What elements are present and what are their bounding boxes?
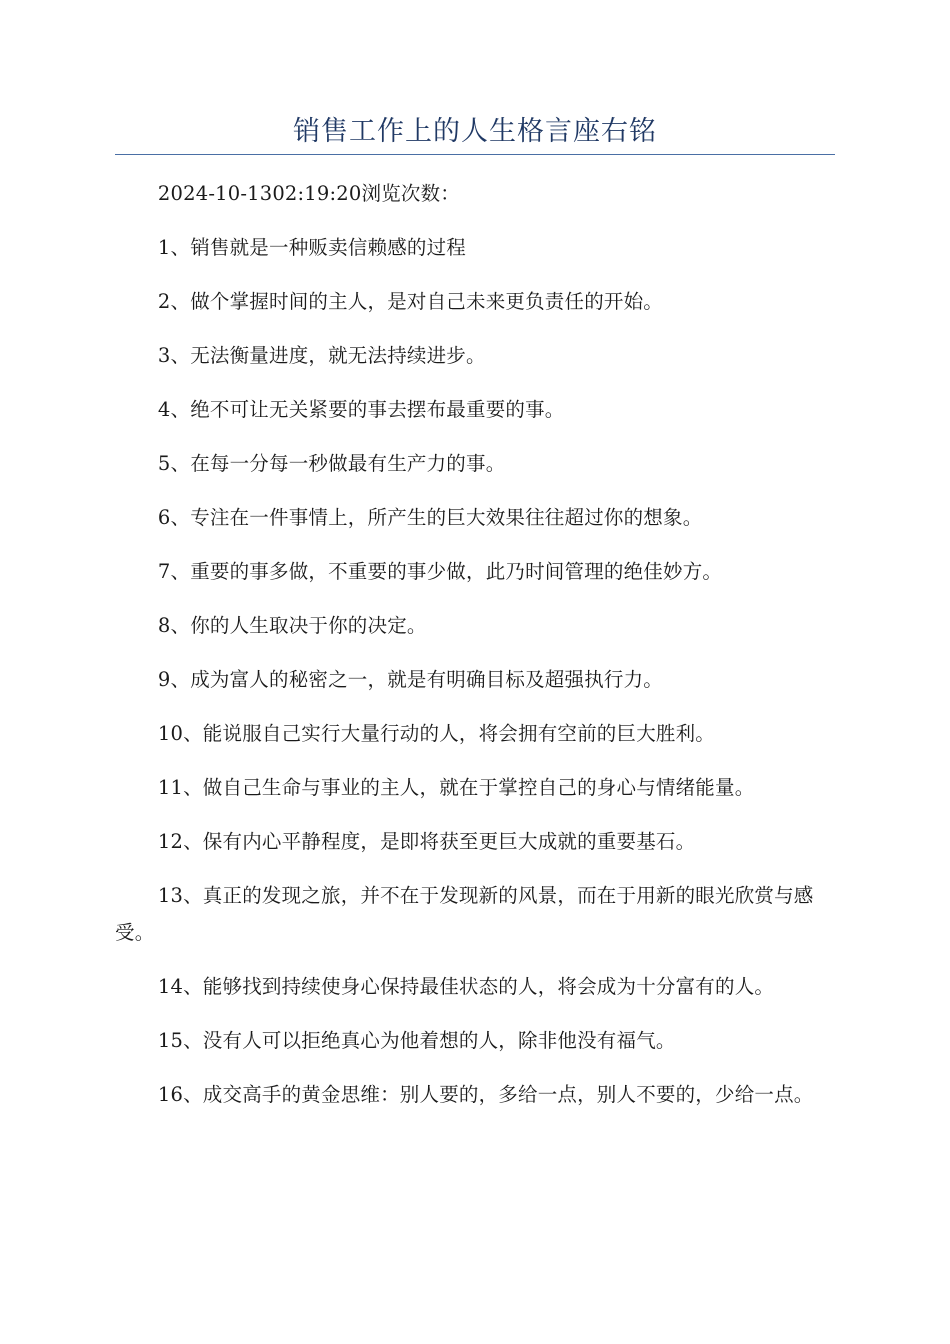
paragraph: 2、做个掌握时间的主人，是对自己未来更负责任的开始。	[157, 290, 663, 313]
document-body	[115, 176, 835, 1131]
paragraph: 4、绝不可让无关紧要的事去摆布最重要的事。	[157, 398, 565, 421]
document-title: 销售工作上的人生格言座右铭	[293, 116, 657, 147]
paragraph: 5、在每一分每一秒做最有生产力的事。	[157, 452, 506, 475]
paragraph: 11、做自己生命与事业的主人，就在于掌控自己的身心与情绪能量。	[157, 776, 755, 799]
paragraph: 13、真正的发现之旅，并不在于发现新的风景，而在于用新的眼光欣赏与感受。	[115, 884, 814, 944]
paragraph: 16、成交高手的黄金思维：别人要的，多给一点，别人不要的，少给一点。	[157, 1082, 814, 1106]
paragraph: 12、保有内心平静程度，是即将获至更巨大成就的重要基石。	[157, 830, 696, 853]
paragraph: 1、销售就是一种贩卖信赖感的过程	[157, 236, 466, 259]
paragraph: 7、重要的事多做，不重要的事少做，此乃时间管理的绝佳妙方。	[157, 560, 723, 583]
paragraph: 14、能够找到持续使身心保持最佳状态的人，将会成为十分富有的人。	[157, 974, 775, 998]
paragraph: 8、你的人生取决于你的决定。	[157, 614, 427, 637]
title-underline	[115, 154, 835, 155]
paragraph: 10、能说服自己实行大量行动的人，将会拥有空前的巨大胜利。	[157, 722, 716, 745]
paragraph: 15、没有人可以拒绝真心为他着想的人，除非他没有福气。	[157, 1028, 676, 1052]
meta-line: 2024-10-1302:19:20浏览次数：	[157, 182, 460, 205]
paragraph: 3、无法衡量进度，就无法持续进步。	[157, 344, 486, 367]
paragraph: 6、专注在一件事情上，所产生的巨大效果往往超过你的想象。	[157, 506, 703, 529]
paragraph: 9、成为富人的秘密之一，就是有明确目标及超强执行力。	[157, 668, 663, 691]
